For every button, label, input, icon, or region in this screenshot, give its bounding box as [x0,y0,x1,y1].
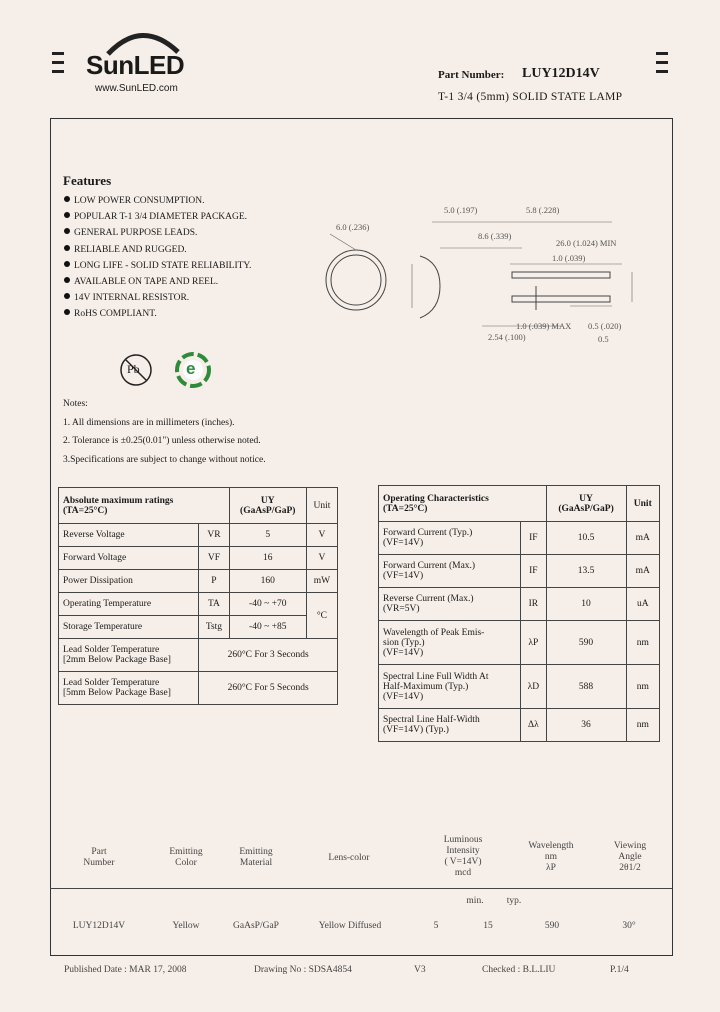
temp-unit: °C [306,593,337,639]
checked-by: Checked : B.L.LIU [482,965,556,975]
table-row: Power Dissipation P 160 mW [59,570,338,593]
min-label: min. [466,896,484,906]
bullet-icon [64,245,70,251]
bullet-icon [64,293,70,299]
row-color: Yellow [172,921,200,931]
features-list [64,196,251,326]
published-date: Published Date : MAR 17, 2008 [64,965,187,975]
note-item: 1. All dimensions are in millimeters (inches). [63,417,235,428]
col-intensity: Luminous Intensity ( V=14V) mcd [443,835,483,878]
table-row: Spectral Line Half-Width (VF=14V) (Typ.) Δλ 36 nm [379,709,660,742]
uy-header: UY (GaAsP/GaP) [229,488,306,524]
notes-title: Notes: [63,399,88,409]
left-corner-marks [52,52,64,79]
table-row: Storage Temperature Tstg -40 ~ +85 [59,616,338,639]
bullet-icon [64,261,70,267]
table-row: Wavelength of Peak Emis- sion (Typ.) (VF=14V) λP 590 nm [379,621,660,665]
row-part: LUY12D14V [72,921,126,931]
dim-label: 0.5 (.020) [588,321,622,331]
pb-free-badge [118,352,154,388]
table-row: Reverse Current (Max.) (VR=5V) IR 10 uA [379,588,660,621]
row-wavelength: 590 [544,921,560,931]
table-row: Operating Temperature TA -40 ~ +70 °C [59,593,338,616]
note-item: 3.Specifications are subject to change without notice. [63,454,266,465]
dim-label: 1.0 (.039) [552,253,586,263]
dim-label: 8.6 (.339) [478,231,512,241]
dim-label: 6.0 (.236) [336,222,370,232]
dim-label: 5.0 (.197) [444,205,478,215]
bullet-icon [64,196,70,202]
pb-text: Pb [127,362,140,376]
unit-header: Unit [306,488,337,524]
dim-label: 0.5 [598,334,609,344]
eco-text: e [186,359,196,378]
brand-name: SunLED [86,50,185,80]
right-corner-marks [656,52,668,79]
table-row: Spectral Line Full Width At Half-Maximum (Typ.) (VF=14V) λD 588 nm [379,665,660,709]
row-min: 5 [433,921,439,931]
brand-url[interactable]: www.SunLED.com [95,83,178,94]
table-row: Lead Solder Temperature [5mm Below Package Base] 260°C For 5 Seconds [59,672,338,705]
row-material: GaAsP/GaP [233,921,279,931]
unit-header: Unit [626,486,659,522]
feature-item: LOW POWER CONSUMPTION. [64,196,251,206]
feature-item: GENERAL PURPOSE LEADS. [64,228,251,238]
drawing-no: Drawing No : SDSA4854 [254,965,352,975]
feature-item: RELIABLE AND RUGGED. [64,245,251,255]
note-item: 2. Tolerance is ±0.25(0.01") unless otherwise noted. [63,436,261,446]
page-number: P.1/4 [610,965,629,975]
uy-header: UY (GaAsP/GaP) [546,486,626,522]
table-row: Forward Current (Typ.) (VF=14V) IF 10.5 mA [379,522,660,555]
typ-label: typ. [506,896,522,906]
op-char-table [378,485,660,742]
part-table-header [50,834,672,886]
footer [50,955,672,985]
col-angle: Viewing Angle 2θ1/2 [613,841,647,873]
table-row: Forward Voltage VF 16 V [59,547,338,570]
rohs-eco-badge [175,352,211,388]
col-lens: Lens-color [328,853,370,863]
part-number: LUY12D14V [522,66,600,81]
feature-item: RoHS COMPLIANT. [64,309,251,319]
abs-max-table [58,487,338,705]
dim-label: 5.8 (.228) [526,205,560,215]
table-row: Lead Solder Temperature [2mm Below Package Base] 260°C For 3 Seconds [59,639,338,672]
table-row: Reverse Voltage VR 5 V [59,524,338,547]
col-material: Emitting Material [239,847,273,868]
feature-item: 14V INTERNAL RESISTOR. [64,293,251,303]
dim-label: 2.54 (.100) [488,332,526,342]
part-number-label: Part Number: [438,69,505,81]
col-color: Emitting Color [169,847,203,868]
bullet-icon [64,212,70,218]
bullet-icon [64,277,70,283]
op-char-header: Operating Characteristics (TA=25°C) [379,486,547,522]
feature-item: AVAILABLE ON TAPE AND REEL. [64,277,251,287]
abs-max-header: Absolute maximum ratings (TA=25°C) [59,488,230,524]
feature-item: POPULAR T-1 3/4 DIAMETER PACKAGE. [64,212,251,222]
part-table-divider [50,888,672,889]
bullet-icon [64,309,70,315]
bullet-icon [64,228,70,234]
row-typ: 15 [483,921,493,931]
col-part: Part Number [83,847,115,868]
row-lens: Yellow Diffused [318,921,382,931]
row-angle: 30° [622,921,636,931]
features-title: Features [63,173,112,188]
version: V3 [414,965,426,975]
col-wavelength: Wavelength nm λP [528,841,574,873]
part-table-row [50,896,672,936]
notes [63,395,266,469]
package-drawing [322,198,662,350]
dim-label: 26.0 (1.024) MIN [556,238,617,248]
table-row: Forward Current (Max.) (VF=14V) IF 13.5 mA [379,555,660,588]
part-description: T-1 3/4 (5mm) SOLID STATE LAMP [438,91,623,103]
feature-item: LONG LIFE - SOLID STATE RELIABILITY. [64,261,251,271]
dim-label: 1.0 (.039) MAX [516,321,572,331]
